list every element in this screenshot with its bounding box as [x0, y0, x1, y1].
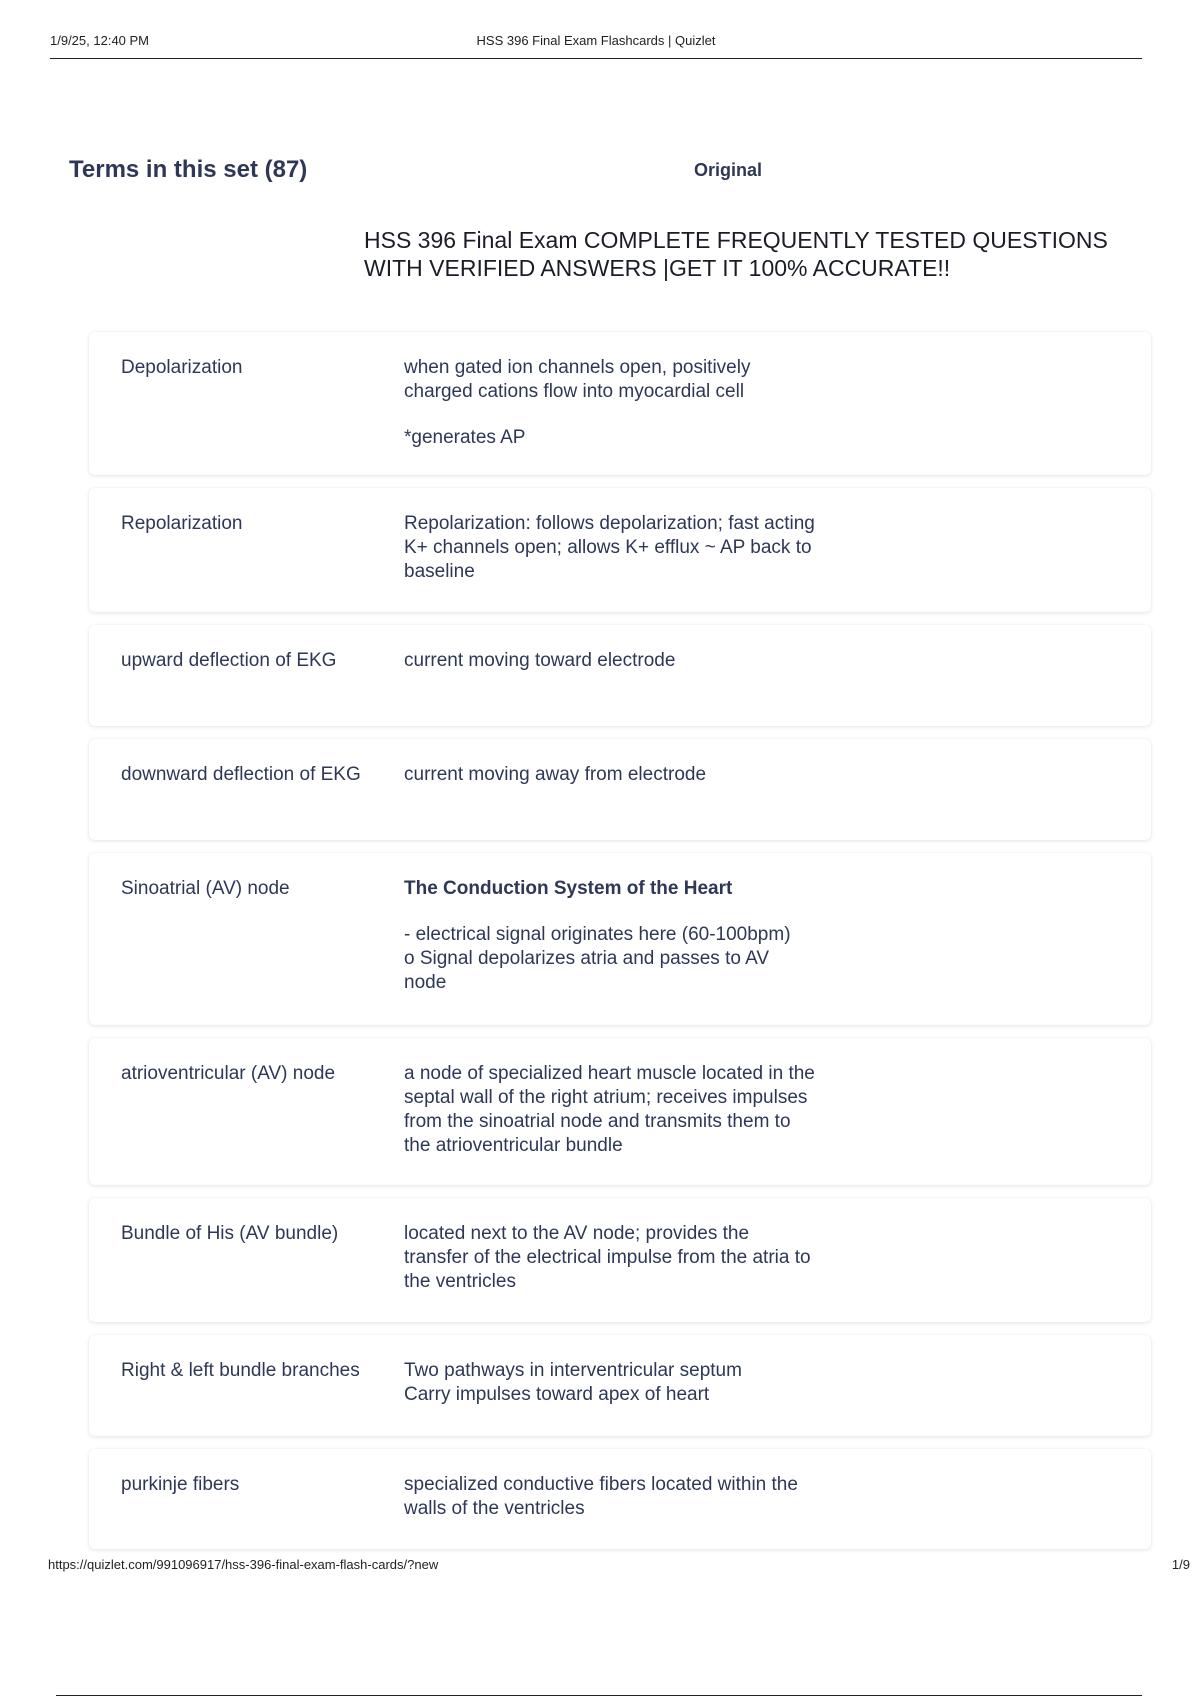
card-term: Bundle of His (AV bundle) — [121, 1223, 339, 1244]
terms-heading: Terms in this set (87) — [69, 156, 308, 183]
print-page-title: HSS 396 Final Exam Flashcards | Quizlet — [476, 33, 716, 48]
definition-line: Carry impulses toward apex of heart — [404, 1384, 710, 1405]
definition-line: transfer of the electrical impulse from the atria to — [404, 1247, 811, 1268]
flashcard[interactable] — [89, 1335, 1151, 1436]
page-url[interactable]: https://quizlet.com/991096917/hss-396-final-exam-flash-cards/?new — [48, 1557, 439, 1572]
definition-line: specialized conductive fibers located within the — [404, 1474, 798, 1495]
card-definition — [404, 649, 874, 673]
flashcard[interactable] — [89, 739, 1151, 840]
card-definition — [404, 877, 874, 995]
definition-line: septal wall of the right atrium; receives impulses — [404, 1087, 808, 1108]
page-divider — [56, 1695, 1142, 1696]
flashcard[interactable] — [89, 332, 1151, 475]
set-title-line: HSS 396 Final Exam COMPLETE FREQUENTLY TESTED QUESTIONS — [364, 227, 1108, 253]
card-definition — [404, 356, 874, 450]
card-term: downward deflection of EKG — [121, 764, 361, 785]
flashcard[interactable] — [89, 625, 1151, 726]
definition-line: current moving toward electrode — [404, 650, 676, 671]
definition-line: a node of specialized heart muscle located in the — [404, 1063, 815, 1084]
definition-line: *generates AP — [404, 427, 526, 448]
card-definition — [404, 1222, 874, 1294]
card-definition — [404, 763, 874, 787]
card-definition — [404, 512, 874, 584]
card-term: Sinoatrial (AV) node — [121, 878, 290, 899]
definition-line: the atrioventricular bundle — [404, 1135, 623, 1156]
page-number: 1/9 — [1171, 1557, 1190, 1572]
flashcard-list — [89, 332, 1151, 1562]
set-title — [364, 226, 1164, 282]
flashcard[interactable] — [89, 1038, 1151, 1185]
definition-line: Repolarization: follows depolarization; fast acting — [404, 513, 815, 534]
definition-line: - electrical signal originates here (60-100bpm) — [404, 924, 791, 945]
definition-line: charged cations flow into myocardial cell — [404, 381, 745, 402]
card-definition — [404, 1062, 874, 1158]
sort-original-label[interactable]: Original — [694, 160, 763, 180]
print-header — [50, 30, 1142, 59]
flashcard[interactable] — [89, 853, 1151, 1025]
card-definition — [404, 1473, 874, 1521]
definition-line: node — [404, 972, 447, 993]
definition-line: baseline — [404, 561, 475, 582]
card-term: atrioventricular (AV) node — [121, 1063, 336, 1084]
card-definition — [404, 1359, 874, 1407]
definition-line: the ventricles — [404, 1271, 516, 1292]
print-datetime: 1/9/25, 12:40 PM — [50, 33, 150, 48]
card-term: Repolarization — [121, 513, 243, 534]
card-term: Right & left bundle branches — [121, 1360, 360, 1381]
definition-line: o Signal depolarizes atria and passes to AV — [404, 948, 770, 969]
definition-line: K+ channels open; allows K+ efflux ~ AP back to — [404, 537, 812, 558]
definition-line: walls of the ventricles — [404, 1498, 585, 1519]
flashcard[interactable] — [89, 1198, 1151, 1322]
card-term: Depolarization — [121, 357, 243, 378]
definition-heading: The Conduction System of the Heart — [404, 878, 733, 899]
definition-line: Two pathways in interventricular septum — [404, 1360, 742, 1381]
definition-line: located next to the AV node; provides the — [404, 1223, 750, 1244]
definition-line: from the sinoatrial node and transmits them to — [404, 1111, 791, 1132]
set-title-line: WITH VERIFIED ANSWERS |GET IT 100% ACCURATE!! — [364, 255, 951, 281]
definition-line: when gated ion channels open, positively — [404, 357, 751, 378]
definition-line: current moving away from electrode — [404, 764, 707, 785]
card-term: purkinje fibers — [121, 1474, 240, 1495]
flashcard[interactable] — [89, 488, 1151, 612]
flashcard[interactable] — [89, 1449, 1151, 1549]
card-term: upward deflection of EKG — [121, 650, 337, 671]
